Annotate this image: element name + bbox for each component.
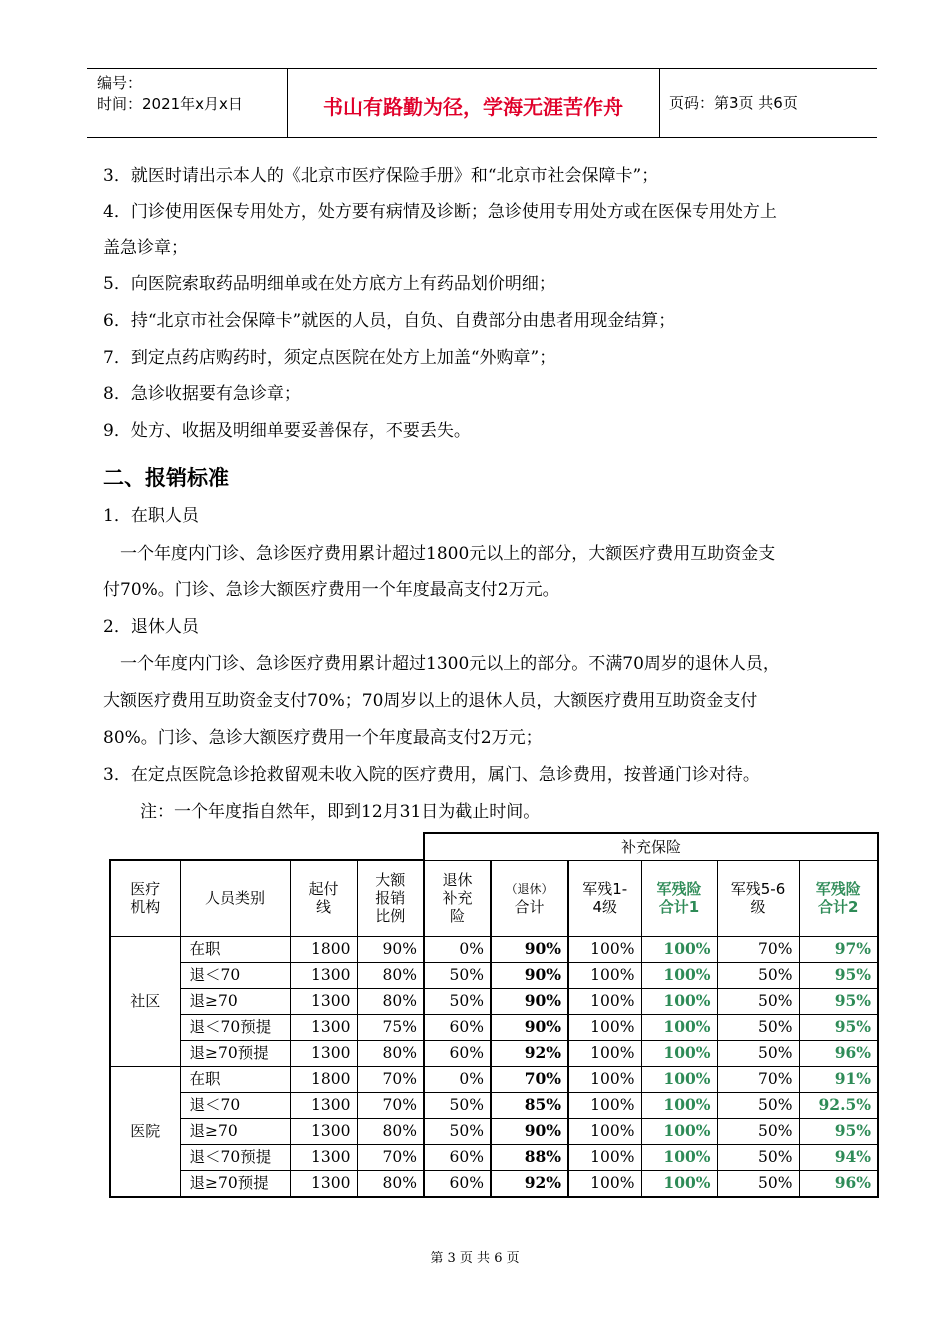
table-cell: 94% [799, 1144, 878, 1170]
table-cell: 50% [717, 1170, 799, 1197]
table-cell: 100% [568, 962, 641, 988]
table-cell: 50% [424, 1092, 491, 1118]
col-header-army1-total: 军残险合计1 [641, 860, 717, 936]
supp-insurance-header: 补充保险 [424, 833, 878, 860]
table-cell: 100% [641, 1144, 717, 1170]
table-cell: 70% [357, 1144, 424, 1170]
table-cell: 1300 [290, 1092, 357, 1118]
table-cell: 1300 [290, 1144, 357, 1170]
table-cell: 在职 [180, 1066, 290, 1092]
col-header-start: 起付线 [290, 860, 357, 936]
table-cell: 70% [357, 1066, 424, 1092]
table-cell: 80% [357, 1170, 424, 1197]
table-cell: 退≥70 [180, 1118, 290, 1144]
table-cell: 70% [357, 1092, 424, 1118]
table-cell: 60% [424, 1040, 491, 1066]
table-cell: 退≥70预提 [180, 1170, 290, 1197]
table-cell: 92% [491, 1040, 568, 1066]
header-time: 时间：2021年x月x日 [97, 95, 243, 113]
table-cell: 100% [641, 1066, 717, 1092]
table-cell: 90% [491, 988, 568, 1014]
table-row [110, 988, 878, 1014]
table-cell: 95% [799, 1014, 878, 1040]
table-cell: 1800 [290, 1066, 357, 1092]
table-cell: 100% [568, 1144, 641, 1170]
body-line: 一个年度内门诊、急诊医疗费用累计超过1300元以上的部分。不满70周岁的退休人员， [120, 654, 780, 674]
table-cell: 50% [424, 962, 491, 988]
table-cell: 退≥70 [180, 988, 290, 1014]
header-page-number: 页码：第3页 共6页 [669, 94, 798, 112]
table-row [110, 1092, 878, 1118]
body-line: 大额医疗费用互助资金支付70%；70周岁以上的退休人员，大额医疗费用互助资金支付 [103, 691, 758, 711]
table-cell: 90% [491, 936, 568, 962]
table-row [110, 1118, 878, 1144]
table-cell: 在职 [180, 936, 290, 962]
table-cell: 95% [799, 1118, 878, 1144]
table-cell: 90% [491, 1118, 568, 1144]
table-row [110, 1066, 878, 1092]
table-cell: 100% [568, 1170, 641, 1197]
table-cell: 1300 [290, 1170, 357, 1197]
header-meta [97, 73, 243, 115]
table-cell: 0% [424, 1066, 491, 1092]
institution-cell: 医院 [110, 1066, 180, 1197]
table-cell: 100% [568, 1118, 641, 1144]
table-cell: 96% [799, 1040, 878, 1066]
table-cell: 50% [717, 988, 799, 1014]
table-row [110, 962, 878, 988]
table-cell: 97% [799, 936, 878, 962]
table-cell: 50% [717, 1118, 799, 1144]
table-cell: 50% [717, 1014, 799, 1040]
table-cell: 100% [568, 1066, 641, 1092]
page-footer: 第 3 页 共 6 页 [430, 1251, 520, 1266]
retire-total-label: 合计 [514, 898, 545, 916]
table-cell: 100% [568, 1092, 641, 1118]
col-header-category: 人员类别 [180, 860, 290, 936]
table-cell: 100% [568, 988, 641, 1014]
table-row [110, 1014, 878, 1040]
table-cell: 100% [641, 1014, 717, 1040]
list-item: 6．持“北京市社会保障卡”就医的人员，自负、自费部分由患者用现金结算； [103, 311, 676, 331]
table-cell: 100% [641, 936, 717, 962]
table-cell: 0% [424, 936, 491, 962]
col-header-army5-total: 军残险合计2 [799, 860, 878, 936]
header-number: 编号： [97, 74, 143, 92]
table-cell: 75% [357, 1014, 424, 1040]
table-cell: 60% [424, 1170, 491, 1197]
table-row [110, 1144, 878, 1170]
table-cell: 退≥70预提 [180, 1040, 290, 1066]
body-line: 80%。门诊、急诊大额医疗费用一个年度最高支付2万元； [103, 728, 543, 748]
table-cell: 50% [424, 988, 491, 1014]
table-cell: 退＜70 [180, 1092, 290, 1118]
table-cell: 91% [799, 1066, 878, 1092]
table-cell: 100% [568, 936, 641, 962]
table-row [110, 1040, 878, 1066]
table-cell: 90% [491, 1014, 568, 1040]
table-cell: 退＜70 [180, 962, 290, 988]
table-cell: 92.5% [799, 1092, 878, 1118]
table-cell: 80% [357, 1118, 424, 1144]
list-item: 9．处方、收据及明细单要妥善保存，不要丢失。 [103, 421, 471, 441]
table-cell: 96% [799, 1170, 878, 1197]
table-cell: 70% [717, 936, 799, 962]
table-cell: 80% [357, 1040, 424, 1066]
col-header-ratio: 大额报销比例 [357, 860, 424, 936]
body-line: 付70%。门诊、急诊大额医疗费用一个年度最高支付2万元。 [103, 580, 560, 600]
table-cell: 1300 [290, 1118, 357, 1144]
table-cell: 100% [641, 1092, 717, 1118]
list-item: 5．向医院索取药品明细单或在处方底方上有药品划价明细； [103, 274, 556, 294]
table-cell: 退＜70预提 [180, 1144, 290, 1170]
col-header-institution: 医疗机构 [110, 860, 180, 936]
table-cell: 1300 [290, 1040, 357, 1066]
table-cell: 退＜70预提 [180, 1014, 290, 1040]
table-cell: 95% [799, 962, 878, 988]
retire-total-tag: （退休） [505, 882, 554, 896]
list-item: 4．门诊使用医保专用处方，处方要有病情及诊断；急诊使用专用处方或在医保专用处方上 [103, 202, 777, 222]
table-cell: 70% [717, 1066, 799, 1092]
body-line: 3．在定点医院急诊抢救留观未收入院的医疗费用，属门、急诊费用，按普通门诊对待。 [103, 765, 760, 785]
table-cell: 100% [641, 962, 717, 988]
table-cell: 70% [491, 1066, 568, 1092]
table-body [110, 936, 878, 1197]
table-cell: 1300 [290, 988, 357, 1014]
table-row [110, 936, 878, 962]
table-cell: 92% [491, 1170, 568, 1197]
table-cell: 95% [799, 988, 878, 1014]
section-title: 二、报销标准 [103, 466, 229, 490]
list-item: 3．就医时请出示本人的《北京市医疗保险手册》和“北京市社会保障卡”； [103, 166, 659, 186]
table-cell: 1300 [290, 1014, 357, 1040]
list-item: 8．急诊收据要有急诊章； [103, 384, 301, 404]
table-cell: 60% [424, 1144, 491, 1170]
table-cell: 88% [491, 1144, 568, 1170]
list-item: 盖急诊章； [103, 238, 188, 258]
col-header-retire-total [491, 860, 568, 936]
col-header-army5: 军残5-6级 [717, 860, 799, 936]
table-cell: 60% [424, 1014, 491, 1040]
table-cell: 50% [424, 1118, 491, 1144]
table-cell: 80% [357, 962, 424, 988]
table-cell: 50% [717, 962, 799, 988]
table-cell: 1800 [290, 936, 357, 962]
table-cell: 90% [491, 962, 568, 988]
table-cell: 50% [717, 1040, 799, 1066]
col-header-army1: 军残1-4级 [568, 860, 641, 936]
table-cell: 100% [641, 1170, 717, 1197]
institution-cell: 社区 [110, 936, 180, 1066]
table-cell: 100% [641, 988, 717, 1014]
body-line: 一个年度内门诊、急诊医疗费用累计超过1800元以上的部分，大额医疗费用互助资金支 [120, 544, 776, 564]
list-item: 7．到定点药店购药时，须定点医院在处方上加盖“外购章”； [103, 348, 557, 368]
table-cell: 90% [357, 936, 424, 962]
table-cell: 100% [641, 1040, 717, 1066]
table-row [110, 1170, 878, 1197]
table-cell: 1300 [290, 962, 357, 988]
reimbursement-table [109, 832, 879, 1198]
table-cell: 100% [568, 1014, 641, 1040]
col-header-retire-supp: 退休补充险 [424, 860, 491, 936]
body-note: 注：一个年度指自然年，即到12月31日为截止时间。 [140, 802, 541, 822]
header-motto: 书山有路勤为径，学海无涯苦作舟 [323, 95, 623, 119]
body-line: 2．退休人员 [103, 617, 199, 637]
table-cell: 50% [717, 1092, 799, 1118]
page-header [87, 68, 877, 138]
table-cell: 80% [357, 988, 424, 1014]
table-cell: 85% [491, 1092, 568, 1118]
table-cell: 100% [568, 1040, 641, 1066]
table-cell: 50% [717, 1144, 799, 1170]
body-line: 1．在职人员 [103, 506, 199, 526]
header-divider [659, 69, 660, 137]
table-cell: 100% [641, 1118, 717, 1144]
